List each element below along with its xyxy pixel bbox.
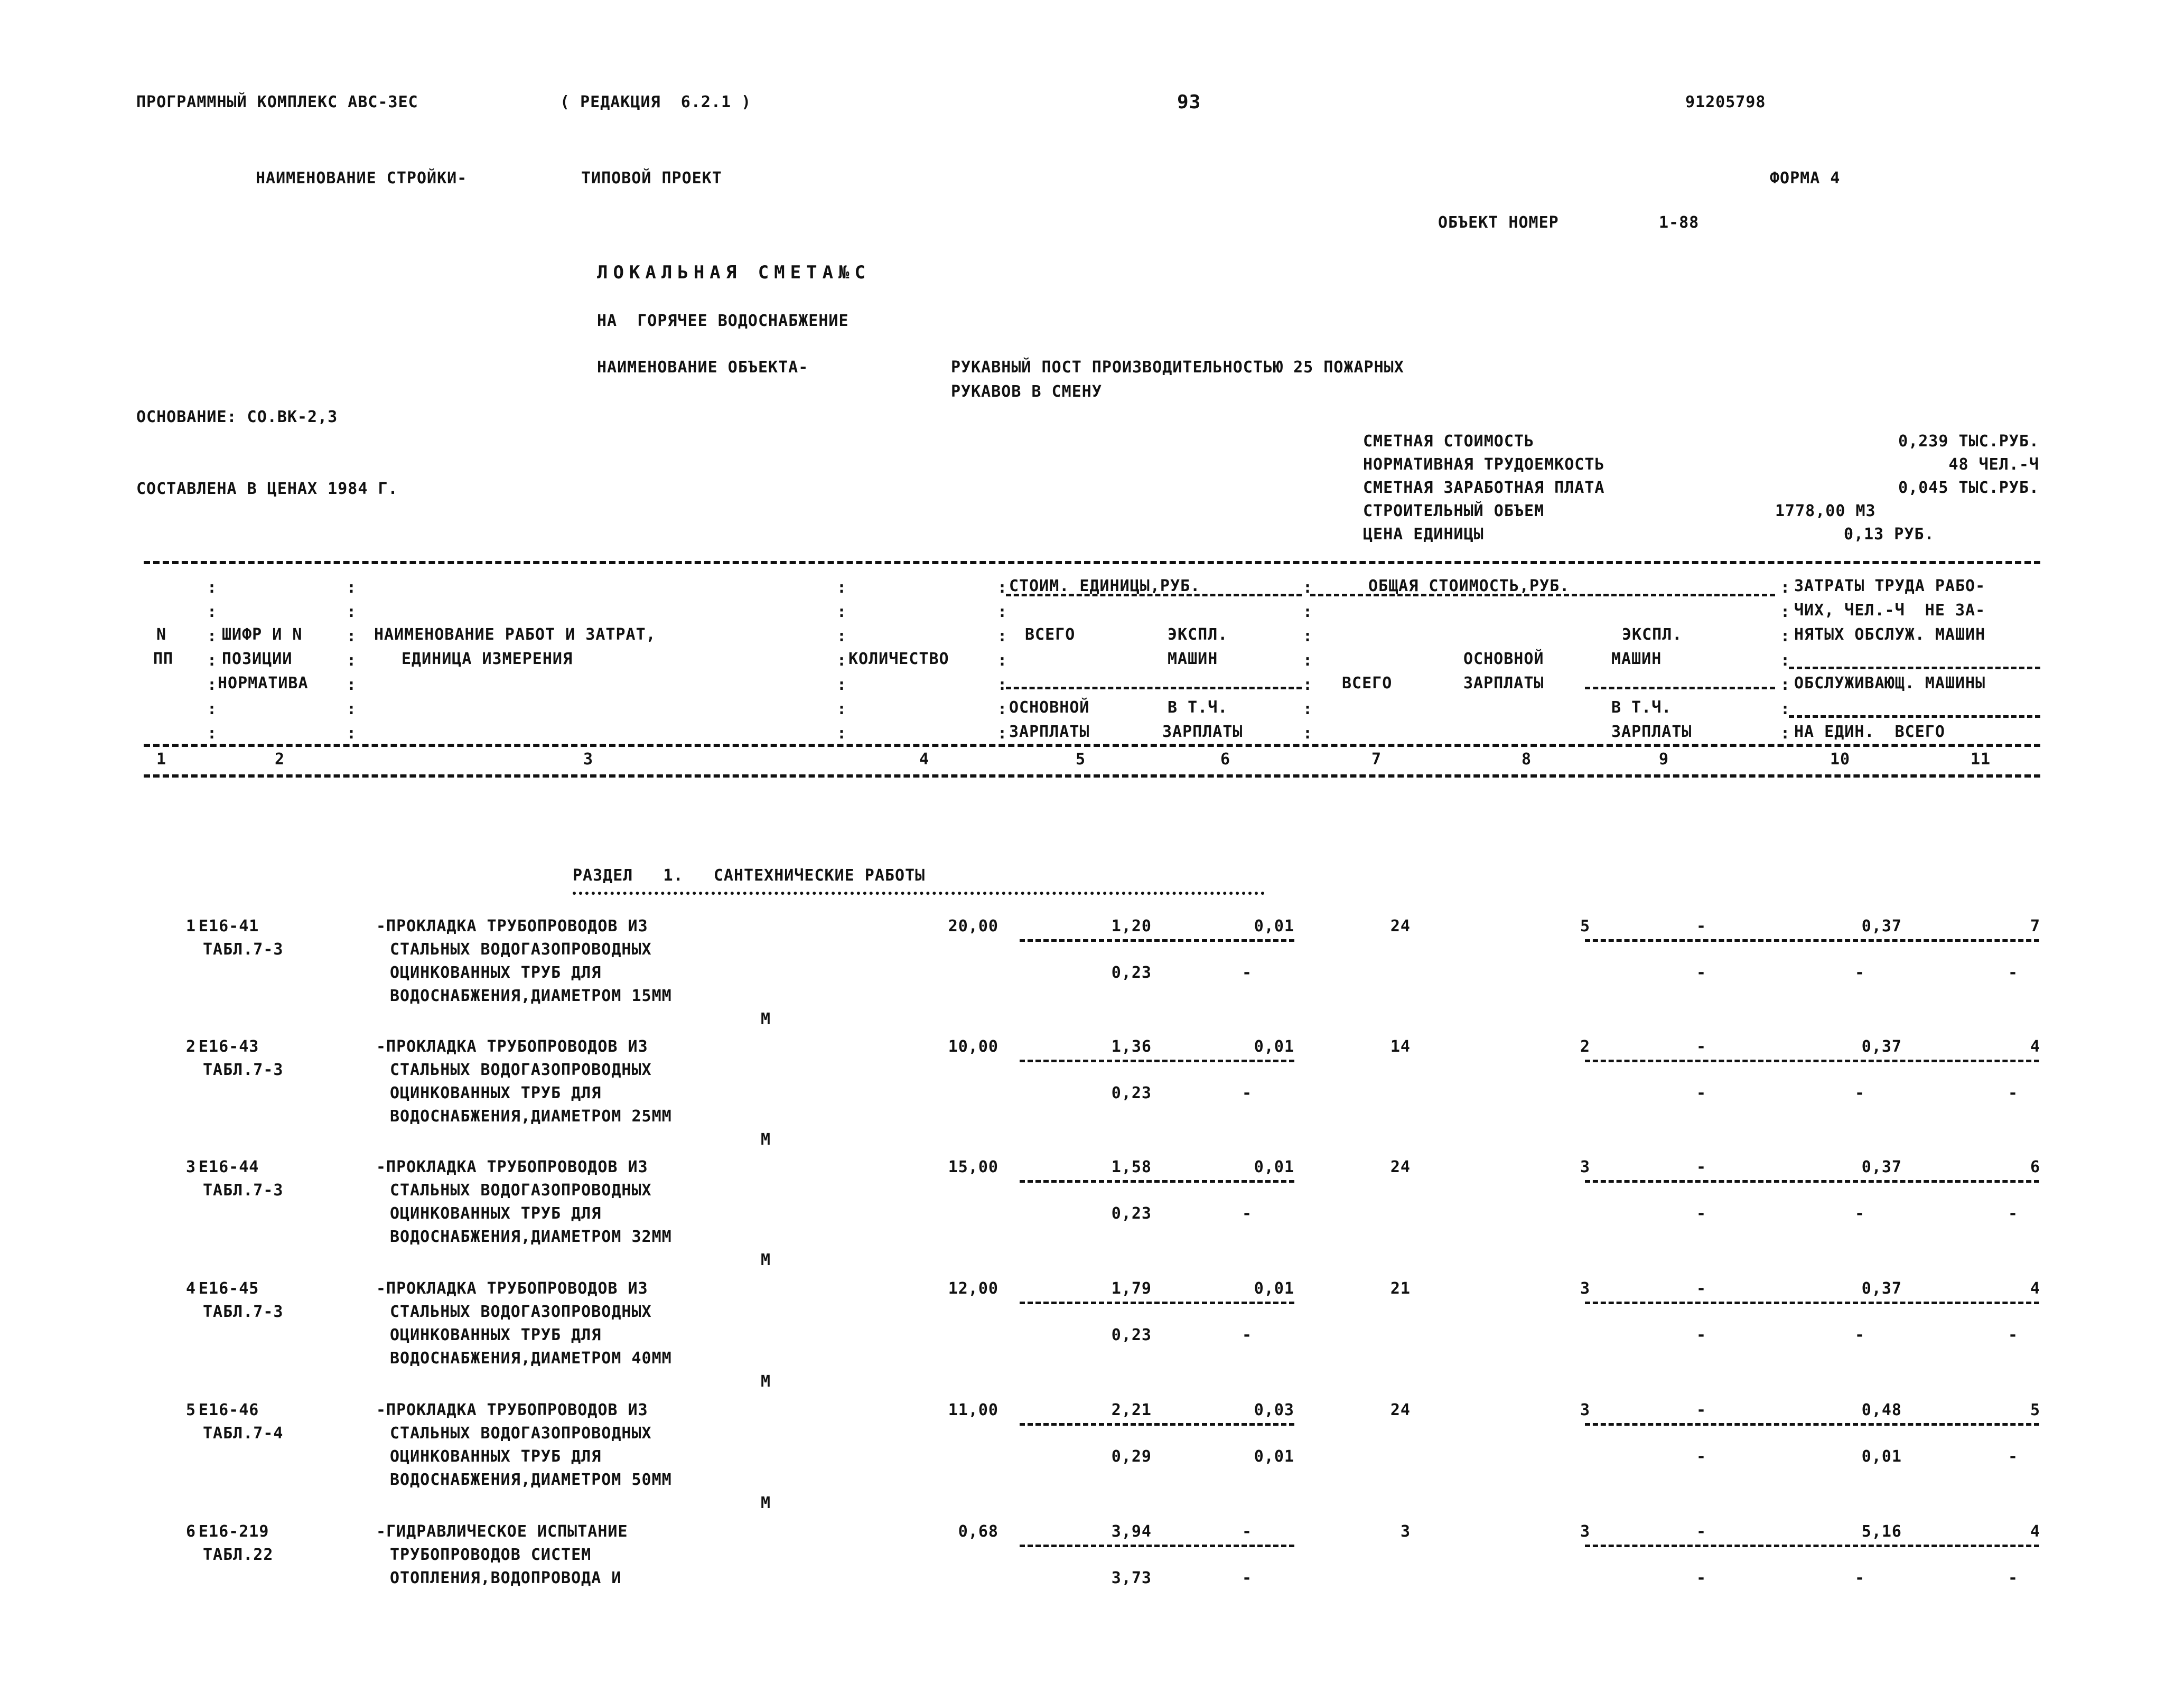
header-total-base: ОСНОВНОЙ	[1463, 650, 1544, 668]
row-quantity: 15,00	[948, 1158, 998, 1176]
summary-label: ЦЕНА ЕДИНИЦЫ	[1363, 525, 1484, 544]
form-label: ФОРМА 4	[1770, 169, 1841, 188]
row-unit-base: 0,23	[1111, 963, 1152, 982]
row-labor-unit: 0,37	[1861, 1279, 1902, 1298]
program-name: ПРОГРАММНЫЙ КОМПЛЕКС АВС-3ЕС	[136, 93, 418, 111]
row-description: -ПРОКЛАДКА ТРУБОПРОВОДОВ ИЗ	[376, 1037, 648, 1056]
row-description: -ПРОКЛАДКА ТРУБОПРОВОДОВ ИЗ	[376, 1401, 648, 1419]
row-code: Е16-219	[199, 1522, 269, 1541]
row-unit-incl: -	[1242, 1569, 1252, 1587]
header-unit-base: ОСНОВНОЙ	[1009, 698, 1090, 717]
row-unit-base: 0,23	[1111, 1084, 1152, 1102]
row-number: 4	[186, 1279, 197, 1298]
document-code: 91205798	[1685, 93, 1766, 111]
row-unit-incl: 0,01	[1254, 1447, 1294, 1466]
row-unit-total: 1,79	[1111, 1279, 1152, 1298]
object-number-label: ОБЪЕКТ НОМЕР	[1438, 213, 1559, 232]
header-total-incl: ЗАРПЛАТЫ	[1611, 723, 1692, 741]
row-number: 2	[186, 1037, 197, 1056]
section-title-underline	[573, 892, 1265, 895]
row-unit-base: 3,73	[1111, 1569, 1152, 1587]
header-labor: НА ЕДИН. ВСЕГО	[1794, 723, 1945, 741]
header-total-cost: ОБЩАЯ СТОИМОСТЬ,РУБ.	[1368, 577, 1570, 595]
row-labor-total: 4	[2030, 1279, 2040, 1298]
row-description: ВОДОСНАБЖЕНИЯ,ДИАМЕТРОМ 50ММ	[390, 1471, 672, 1489]
summary-value: 0,239 ТЫС.РУБ.	[1898, 432, 2039, 451]
row-table-ref: ТАБЛ.7-3	[203, 1303, 284, 1321]
row-total-base: 5	[1580, 917, 1590, 935]
row-code: Е16-46	[199, 1401, 259, 1419]
row-labor-unit: 0,37	[1861, 917, 1902, 935]
row-unit-total: 2,21	[1111, 1401, 1152, 1419]
row-description: ОЦИНКОВАННЫХ ТРУБ ДЛЯ	[390, 1084, 602, 1102]
row-quantity: 0,68	[958, 1522, 998, 1541]
row-labor-unit: 0,48	[1861, 1401, 1902, 1419]
row-unit: М	[761, 1251, 771, 1269]
row-description: ВОДОСНАБЖЕНИЯ,ДИАМЕТРОМ 25ММ	[390, 1107, 672, 1126]
row-number: 5	[186, 1401, 197, 1419]
document-title: ЛОКАЛЬНАЯ СМЕТА№С	[597, 262, 871, 283]
row-total-base: 3	[1580, 1401, 1590, 1419]
row-description: ОЦИНКОВАННЫХ ТРУБ ДЛЯ	[390, 963, 602, 982]
object-name-label: НАИМЕНОВАНИЕ ОБЪЕКТА-	[597, 358, 809, 377]
row-labor-unit: 0,37	[1861, 1037, 1902, 1056]
page-number: 93	[1177, 91, 1201, 113]
header-unit-incl: ЗАРПЛАТЫ	[1162, 723, 1243, 741]
row-unit-incl: -	[1242, 963, 1252, 982]
row-total-expl: -	[1696, 1279, 1706, 1298]
row-quantity: 20,00	[948, 917, 998, 935]
row-total: 24	[1390, 1401, 1411, 1419]
construction-label: НАИМЕНОВАНИЕ СТРОЙКИ-	[256, 169, 468, 188]
row-unit-expl: 0,03	[1254, 1401, 1294, 1419]
row-unit-base: 0,23	[1111, 1204, 1152, 1223]
row-unit-expl: 0,01	[1254, 1158, 1294, 1176]
row-description: СТАЛЬНЫХ ВОДОГАЗОПРОВОДНЫХ	[390, 1424, 652, 1443]
row-total-incl: -	[1696, 1084, 1706, 1102]
header-total-base: ЗАРПЛАТЫ	[1463, 674, 1544, 693]
row-total-incl: -	[1696, 963, 1706, 982]
header-total-all: ВСЕГО	[1342, 674, 1393, 693]
summary-value: 1778,00 М3	[1775, 502, 1876, 520]
row-total-expl: -	[1696, 1037, 1706, 1056]
row-description: -ПРОКЛАДКА ТРУБОПРОВОДОВ ИЗ	[376, 1279, 648, 1298]
row-description: СТАЛЬНЫХ ВОДОГАЗОПРОВОДНЫХ	[390, 1303, 652, 1321]
row-labor-total: 4	[2030, 1037, 2040, 1056]
summary-label: СМЕТНАЯ ЗАРАБОТНАЯ ПЛАТА	[1363, 479, 1605, 497]
row-code: Е16-43	[199, 1037, 259, 1056]
section-title: РАЗДЕЛ 1. САНТЕХНИЧЕСКИЕ РАБОТЫ	[573, 866, 926, 885]
row-quantity: 11,00	[948, 1401, 998, 1419]
row-unit-expl: 0,01	[1254, 1279, 1294, 1298]
row-total-base: 3	[1580, 1158, 1590, 1176]
row-description: СТАЛЬНЫХ ВОДОГАЗОПРОВОДНЫХ	[390, 940, 652, 959]
header-unit-base: ЗАРПЛАТЫ	[1009, 723, 1090, 741]
summary-value: 0,045 ТЫС.РУБ.	[1898, 479, 2039, 497]
row-table-ref: ТАБЛ.7-4	[203, 1424, 284, 1443]
row-labor2-total: -	[2008, 1326, 2018, 1344]
header-unit-total: ВСЕГО	[1025, 625, 1076, 644]
row-unit: М	[761, 1010, 771, 1028]
row-total-incl: -	[1696, 1569, 1706, 1587]
header-unit-machines: МАШИН	[1168, 650, 1218, 668]
document-subtitle: НА ГОРЯЧЕЕ ВОДОСНАБЖЕНИЕ	[597, 312, 849, 330]
row-code: Е16-41	[199, 917, 259, 935]
prices-note: СОСТАВЛЕНА В ЦЕНАХ 1984 Г.	[136, 480, 398, 498]
row-description: -ГИДРАВЛИЧЕСКОЕ ИСПЫТАНИЕ	[376, 1522, 628, 1541]
row-number: 3	[186, 1158, 197, 1176]
row-unit-incl: -	[1242, 1084, 1252, 1102]
row-labor2-unit: -	[1854, 1326, 1865, 1344]
basis: ОСНОВАНИЕ: СО.ВК-2,3	[136, 408, 338, 426]
construction-value: ТИПОВОЙ ПРОЕКТ	[581, 169, 722, 188]
summary-label: СТРОИТЕЛЬНЫЙ ОБЪЕМ	[1363, 502, 1545, 520]
row-labor2-unit: -	[1854, 1084, 1865, 1102]
row-total-incl: -	[1696, 1326, 1706, 1344]
row-labor2-unit: 0,01	[1861, 1447, 1902, 1466]
row-table-ref: ТАБЛ.7-3	[203, 1181, 284, 1200]
header-col-num: N	[156, 625, 167, 644]
row-unit-total: 1,36	[1111, 1037, 1152, 1056]
row-unit-expl: -	[1242, 1522, 1252, 1541]
row-labor2-total: -	[2008, 1204, 2018, 1223]
row-total-expl: -	[1696, 917, 1706, 935]
header-total-expl: МАШИН	[1611, 650, 1662, 668]
row-labor2-total: -	[2008, 1084, 2018, 1102]
header-unit-cost: СТОИМ. ЕДИНИЦЫ,РУБ.	[1009, 577, 1201, 595]
edition: ( РЕДАКЦИЯ 6.2.1 )	[560, 93, 752, 111]
row-unit-expl: 0,01	[1254, 1037, 1294, 1056]
row-quantity: 10,00	[948, 1037, 998, 1056]
table-header-rule	[144, 744, 2040, 747]
row-labor2-total: -	[2008, 1569, 2018, 1587]
row-description: ОЦИНКОВАННЫХ ТРУБ ДЛЯ	[390, 1326, 602, 1344]
row-table-ref: ТАБЛ.7-3	[203, 1061, 284, 1079]
header-labor: ЧИХ, ЧЕЛ.-Ч НЕ ЗА-	[1794, 601, 1986, 620]
row-total: 3	[1400, 1522, 1411, 1541]
row-labor2-total: -	[2008, 1447, 2018, 1466]
row-description: ОТОПЛЕНИЯ,ВОДОПРОВОДА И	[390, 1569, 622, 1587]
object-name-line2: РУКАВОВ В СМЕНУ	[951, 382, 1102, 401]
row-labor2-total: -	[2008, 963, 2018, 982]
header-total-incl: В Т.Ч.	[1611, 698, 1672, 717]
row-total-base: 3	[1580, 1522, 1590, 1541]
row-description: ВОДОСНАБЖЕНИЯ,ДИАМЕТРОМ 32ММ	[390, 1228, 672, 1246]
row-quantity: 12,00	[948, 1279, 998, 1298]
row-description: -ПРОКЛАДКА ТРУБОПРОВОДОВ ИЗ	[376, 1158, 648, 1176]
row-total: 14	[1390, 1037, 1411, 1056]
summary-label: НОРМАТИВНАЯ ТРУДОЕМКОСТЬ	[1363, 455, 1605, 474]
row-unit-expl: 0,01	[1254, 917, 1294, 935]
summary-value: 48 ЧЕЛ.-Ч	[1948, 455, 2039, 474]
row-description: ВОДОСНАБЖЕНИЯ,ДИАМЕТРОМ 15ММ	[390, 987, 672, 1005]
header-labor: НЯТЫХ ОБСЛУЖ. МАШИН	[1794, 625, 1986, 644]
row-total-base: 3	[1580, 1279, 1590, 1298]
header-labor: ОБСЛУЖИВАЮЩ. МАШИНЫ	[1794, 674, 1986, 693]
header-col-quantity: КОЛИЧЕСТВО	[848, 650, 949, 668]
row-total: 24	[1390, 1158, 1411, 1176]
row-total-expl: -	[1696, 1401, 1706, 1419]
row-labor2-unit: -	[1854, 1569, 1865, 1587]
header-total-expl: ЭКСПЛ.	[1622, 625, 1683, 644]
row-description: ТРУБОПРОВОДОВ СИСТЕМ	[390, 1546, 592, 1564]
row-unit-base: 0,23	[1111, 1326, 1152, 1344]
row-unit: М	[761, 1130, 771, 1149]
row-unit-incl: -	[1242, 1326, 1252, 1344]
header-col-code: НОРМАТИВА	[218, 674, 309, 693]
row-description: СТАЛЬНЫХ ВОДОГАЗОПРОВОДНЫХ	[390, 1181, 652, 1200]
row-total-expl: -	[1696, 1522, 1706, 1541]
row-description: СТАЛЬНЫХ ВОДОГАЗОПРОВОДНЫХ	[390, 1061, 652, 1079]
table-top-rule	[144, 561, 2040, 564]
row-unit: М	[761, 1494, 771, 1512]
row-total-expl: -	[1696, 1158, 1706, 1176]
row-description: ВОДОСНАБЖЕНИЯ,ДИАМЕТРОМ 40ММ	[390, 1349, 672, 1368]
row-labor-unit: 5,16	[1861, 1522, 1902, 1541]
object-name-line1: РУКАВНЫЙ ПОСТ ПРОИЗВОДИТЕЛЬНОСТЬЮ 25 ПОЖАРНЫХ	[951, 358, 1404, 377]
header-unit-incl: В Т.Ч.	[1168, 698, 1228, 717]
header-col-code: ПОЗИЦИИ	[222, 650, 293, 668]
row-number: 1	[186, 917, 197, 935]
estimate-page: ПРОГРАММНЫЙ КОМПЛЕКС АВС-3ЕС ( РЕДАКЦИЯ 6.2.1 ) 93 91205798 НАИМЕНОВАНИЕ СТРОЙКИ- ТИПОВОЙ ПРОЕКТ ФОРМА 4 ОБЪЕКТ НОМЕР 1-88 ЛОКАЛЬНАЯ СМЕТА№С НА ГОРЯЧЕЕ ВОДОСНАБЖЕНИЕ НАИМЕНОВАНИЕ ОБЪЕКТА- РУКАВНЫЙ ПОСТ ПРОИЗВОДИТЕЛЬНОСТЬЮ 25 ПОЖАРНЫХ РУКАВОВ В СМЕНУ ОСНОВАНИЕ: СО.ВК-2,3 СОСТАВЛЕНА В ЦЕНАХ 1984 Г. СМЕТНАЯ СТОИМОСТЬ 0,239 ТЫС.РУБ. НОРМАТИВНАЯ ТРУДОЕМКОСТЬ 48 ЧЕЛ.-Ч СМЕТНАЯ ЗАРАБОТНАЯ ПЛАТА 0,045 ТЫС.РУБ. СТРОИТЕЛЬНЫЙ ОБЪЕМ 1778,00 М3 ЦЕНА ЕДИНИЦЫ 0,13 РУБ. : : : : : : : : : : : : : : : : : : : : : : : : : : : : : : : : : : : : : : : : : : N ПП ШИФР И N ПОЗИЦИИ НОРМАТИВА НАИМЕНОВАНИЕ РАБОТ И ЗАТРАТ, ЕДИНИЦА ИЗМЕРЕНИЯ КОЛИЧЕСТВО СТОИМ. ЕДИНИЦЫ,РУБ. ВСЕГО ЭКСПЛ. МАШИН ОСНОВНОЙ ЗАРПЛАТЫ В Т.Ч. ЗАРПЛАТЫ ОБЩАЯ СТОИМОСТЬ,РУБ. ВСЕГО ОСНОВНОЙ ЗАРПЛАТЫ ЭКСПЛ. МАШИН В Т.Ч. ЗАРПЛАТЫ ЗАТРАТЫ ТРУДА РАБО- ЧИХ, ЧЕЛ.-Ч НЕ ЗА- НЯТЫХ ОБСЛУЖ. МАШИН ОБСЛУЖИВАЮЩ. МАШИНЫ НА ЕДИН. ВСЕГО 1 2 3 4 5 6 7 8 9 10 11 РАЗДЕЛ 1. САНТЕХНИЧЕСКИЕ РАБОТЫ 1 Е16-41 ТАБЛ.7-3 -ПРОКЛАДКА ТРУБОПРОВОДОВ ИЗ СТАЛЬНЫХ ВОДОГАЗОПРОВОДНЫХ ОЦИНКОВАННЫХ ТРУБ ДЛЯ ВОДОСНАБЖЕНИЯ,ДИАМЕТРОМ 15ММ М 20,00 1,20 0,01 0,23 - 24 5 - - 0,37 7 - - 2 Е16-43 ТАБЛ.7-3 -ПРОКЛАДКА ТРУБОПРОВОДОВ ИЗ СТАЛЬНЫХ ВОДОГАЗОПРОВОДНЫХ ОЦИНКОВАННЫХ ТРУБ ДЛЯ ВОДОСНАБЖЕНИЯ,ДИАМЕТРОМ 25ММ М 10,00 1,36 0,01 0,23 - 14 2 - - 0,37 4 - - 3 Е16-44 ТАБЛ.7-3 -ПРОКЛАДКА ТРУБОПРОВОДОВ ИЗ СТАЛЬНЫХ ВОДОГАЗОПРОВОДНЫХ ОЦИНКОВАННЫХ ТРУБ ДЛЯ ВОДОСНАБЖЕНИЯ,ДИАМЕТРОМ 32ММ М 15,00 1,58 0,01 0,23 - 24 3 - - 0,37 6 - - 4 Е16-45 ТАБЛ.7-3 -ПРОКЛАДКА ТРУБОПРОВОДОВ ИЗ СТАЛЬНЫХ ВОДОГАЗОПРОВОДНЫХ ОЦИНКОВАННЫХ ТРУБ ДЛЯ ВОДОСНАБЖЕНИЯ,ДИАМЕТРОМ 40ММ М 12,00 1,79 0,01 0,23 - 21 3 - - 0,37 4 - - 5 Е16-46 ТАБЛ.7-4 -ПРОКЛАДКА ТРУБОПРОВОДОВ ИЗ СТАЛЬНЫХ ВОДОГАЗОПРОВОДНЫХ ОЦИНКОВАННЫХ ТРУБ ДЛЯ ВОДОСНАБЖЕНИЯ,ДИАМЕТРОМ 50ММ М 11,00 2,21 0,03 0,29 0,01 24 3 - - 0,48 5 0,01 - 6 Е16-219 ТАБЛ.22 -ГИДРАВЛИЧЕСКОЕ ИСПЫТАНИЕ ТРУБОПРОВОДОВ СИСТЕМ ОТОПЛЕНИЯ,ВОДОПРОВОДА И 0,68 3,94 - 3,73 - 3 3 - - 5,16 4 - -	[0, 0, 2184, 1684]
row-labor2-unit: -	[1854, 1204, 1865, 1223]
header-col-description: НАИМЕНОВАНИЕ РАБОТ И ЗАТРАТ,	[374, 625, 656, 644]
header-col-description: ЕДИНИЦА ИЗМЕРЕНИЯ	[402, 650, 573, 668]
header-col-code: ШИФР И N	[222, 625, 303, 644]
row-unit-base: 0,29	[1111, 1447, 1152, 1466]
row-unit-incl: -	[1242, 1204, 1252, 1223]
row-table-ref: ТАБЛ.22	[203, 1546, 274, 1564]
summary-label: СМЕТНАЯ СТОИМОСТЬ	[1363, 432, 1535, 451]
row-total-base: 2	[1580, 1037, 1590, 1056]
row-labor2-unit: -	[1854, 963, 1865, 982]
row-total-incl: -	[1696, 1204, 1706, 1223]
row-labor-total: 5	[2030, 1401, 2040, 1419]
row-labor-total: 6	[2030, 1158, 2040, 1176]
row-total: 24	[1390, 917, 1411, 935]
header-unit-expl: ЭКСПЛ.	[1168, 625, 1228, 644]
row-total: 21	[1390, 1279, 1411, 1298]
row-description: ОЦИНКОВАННЫХ ТРУБ ДЛЯ	[390, 1204, 602, 1223]
table-numbers-rule	[144, 774, 2040, 778]
row-description: -ПРОКЛАДКА ТРУБОПРОВОДОВ ИЗ	[376, 917, 648, 935]
row-table-ref: ТАБЛ.7-3	[203, 940, 284, 959]
summary-value: 0,13 РУБ.	[1844, 525, 1935, 544]
row-unit-total: 1,20	[1111, 917, 1152, 935]
row-unit-total: 1,58	[1111, 1158, 1152, 1176]
row-total-incl: -	[1696, 1447, 1706, 1466]
row-code: Е16-45	[199, 1279, 259, 1298]
row-description: ОЦИНКОВАННЫХ ТРУБ ДЛЯ	[390, 1447, 602, 1466]
row-code: Е16-44	[199, 1158, 259, 1176]
header-labor: ЗАТРАТЫ ТРУДА РАБО-	[1794, 577, 1986, 595]
row-number: 6	[186, 1522, 197, 1541]
row-labor-total: 7	[2030, 917, 2040, 935]
row-labor-total: 4	[2030, 1522, 2040, 1541]
object-number-value: 1-88	[1659, 213, 1700, 232]
row-unit-total: 3,94	[1111, 1522, 1152, 1541]
row-labor-unit: 0,37	[1861, 1158, 1902, 1176]
header-col-num: ПП	[153, 650, 174, 668]
row-unit: М	[761, 1372, 771, 1391]
